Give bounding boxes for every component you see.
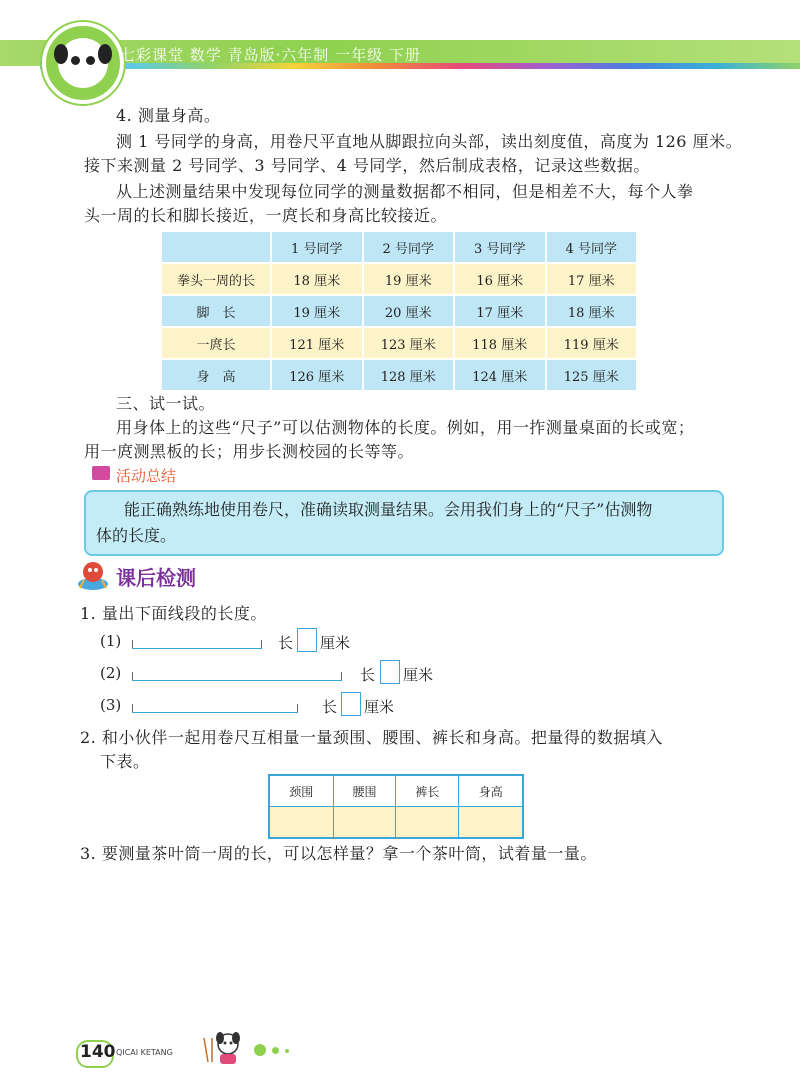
question-2-line1: 2. 和小伙伴一起用卷尺互相量一量颈围、腰围、裤长和身高。把量得的数据填入: [80, 728, 663, 747]
table-header-row: [161, 231, 637, 263]
summary-title: 活动总结: [116, 467, 177, 485]
summary-line2: 体的长度。: [96, 526, 177, 545]
table-cell: 16 厘米: [454, 263, 546, 295]
line-segment-2: [132, 672, 342, 681]
table-cell: 119 厘米: [546, 327, 638, 359]
table-cell: 19 厘米: [363, 263, 455, 295]
section-title: 课后检测: [116, 566, 196, 590]
table-header-cell: 裤长: [396, 775, 459, 807]
table-header-cell: 1 号同学: [271, 231, 363, 263]
table-header-cell: 3 号同学: [454, 231, 546, 263]
part3-line2: 用一庹测黑板的长；用步长测校园的长等等。: [84, 442, 415, 461]
part4-p2-line1: 从上述测量结果中发现每位同学的测量数据都不相同，但是相差不大，每个人拳: [116, 182, 694, 201]
mascot-footer-icon: [198, 1028, 246, 1068]
table-header-cell: 身高: [459, 775, 523, 807]
part4-heading: 4. 测量身高。: [116, 106, 221, 125]
input-cell[interactable]: [459, 807, 523, 839]
length-label: 长: [360, 666, 376, 684]
decor-dot: [254, 1044, 266, 1056]
header-title: 七彩课堂 数学 青岛版·六年制 一年级 下册: [120, 46, 421, 64]
footer-brand: QICAI KETANG: [116, 1048, 173, 1057]
table-corner-cell: [161, 231, 271, 263]
table-header-cell: 2 号同学: [363, 231, 455, 263]
row-label: 拳头一周的长: [161, 263, 271, 295]
table-cell: 121 厘米: [271, 327, 363, 359]
table-cell: 118 厘米: [454, 327, 546, 359]
table-header-cell: 4 号同学: [546, 231, 638, 263]
page-number: 140: [80, 1042, 116, 1062]
row-label: 脚 长: [161, 295, 271, 327]
line-segment-3: [132, 704, 298, 713]
table-cell: 18 厘米: [271, 263, 363, 295]
table-cell: 17 厘米: [454, 295, 546, 327]
answer-box-1[interactable]: [297, 628, 317, 652]
question-2-line2: 下表。: [100, 752, 150, 771]
length-label: 长: [322, 698, 338, 716]
length-label: 长: [278, 634, 294, 652]
input-cell[interactable]: [333, 807, 396, 839]
unit-label: 厘米: [320, 634, 351, 652]
unit-label: 厘米: [403, 666, 434, 684]
table-cell: 17 厘米: [546, 263, 638, 295]
question-1: 1. 量出下面线段的长度。: [80, 604, 267, 623]
input-cell[interactable]: [269, 807, 333, 839]
question-3: 3. 要测量茶叶筒一周的长，可以怎样量？拿一个茶叶筒，试着量一量。: [80, 844, 597, 863]
table-cell: 18 厘米: [546, 295, 638, 327]
answer-box-2[interactable]: [380, 660, 400, 684]
row-label: 身 高: [161, 359, 271, 391]
table-header-row: [269, 775, 523, 807]
table-row: [161, 359, 637, 391]
part3-heading: 三、试一试。: [116, 394, 216, 413]
unit-label: 厘米: [364, 698, 395, 716]
table-cell: 126 厘米: [271, 359, 363, 391]
decor-dot: [285, 1049, 289, 1053]
decor-dot: [272, 1047, 279, 1054]
table-row: [161, 327, 637, 359]
table-header-cell: 腰围: [333, 775, 396, 807]
part4-p2-line2: 头一周的长和脚长接近，一庹长和身高比较接近。: [84, 206, 448, 225]
table-row: [161, 295, 637, 327]
part4-p1-line1: 测 1 号同学的身高，用卷尺平直地从脚跟拉向头部，读出刻度值，高度为 126 厘米。: [116, 132, 743, 151]
rocket-mascot-icon: [76, 558, 110, 592]
table-cell: 19 厘米: [271, 295, 363, 327]
mascot-logo-icon: [42, 22, 124, 104]
part3-line1: 用身体上的这些“尺子”可以估测物体的长度。例如，用一拃测量桌面的长或宽；: [116, 418, 695, 437]
row-label: 一庹长: [161, 327, 271, 359]
q1-item-number: (1): [100, 632, 122, 650]
table-cell: 128 厘米: [363, 359, 455, 391]
table-row: [269, 807, 523, 839]
line-segment-1: [132, 640, 262, 649]
table-cell: 125 厘米: [546, 359, 638, 391]
part4-p1-line2: 接下来测量 2 号同学、3 号同学、4 号同学，然后制成表格，记录这些数据。: [84, 156, 650, 175]
book-icon: [92, 466, 110, 480]
summary-line1: 能正确熟练地使用卷尺，准确读取测量结果。会用我们身上的“尺子”估测物: [124, 500, 653, 519]
q1-item-number: (3): [100, 696, 122, 714]
table-cell: 123 厘米: [363, 327, 455, 359]
answer-box-3[interactable]: [341, 692, 361, 716]
q1-item-number: (2): [100, 664, 122, 682]
table-cell: 20 厘米: [363, 295, 455, 327]
table-cell: 124 厘米: [454, 359, 546, 391]
table-header-cell: 颈围: [269, 775, 333, 807]
body-measurement-table: [268, 774, 524, 839]
height-measurement-table: [160, 230, 638, 392]
table-row: [161, 263, 637, 295]
input-cell[interactable]: [396, 807, 459, 839]
summary-text: [96, 497, 716, 549]
